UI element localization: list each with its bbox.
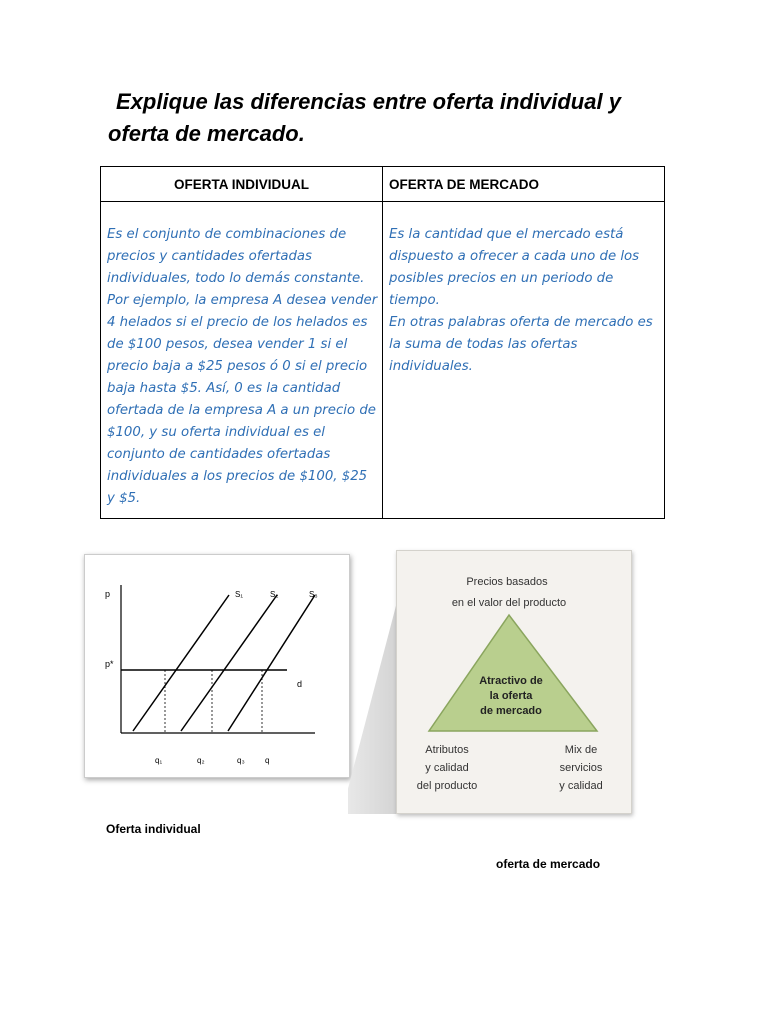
caption-oferta-individual: Oferta individual bbox=[106, 822, 201, 836]
demand-label: d bbox=[297, 679, 303, 689]
supply-curve-3 bbox=[228, 595, 315, 731]
definition-mercado: Es la cantidad que el mercado está dispuesto a ofrecer a cada uno de los posibles precios en un periodo de tiempo. En otras palabras oferta de mercado es la suma de todas las ofertas individuales. bbox=[389, 227, 653, 374]
curve-label-2: S₂ bbox=[270, 590, 279, 599]
table-header-row bbox=[101, 167, 665, 202]
curve-label-1: S₁ bbox=[235, 590, 244, 599]
pyramid-top-label-2: en el valor del producto bbox=[451, 597, 567, 609]
supply-curve-1 bbox=[133, 595, 229, 731]
quantity-label-1: q₁ bbox=[155, 756, 163, 765]
pyramid-center-2: la oferta bbox=[489, 690, 533, 702]
header-oferta-mercado: OFERTA DE MERCADO bbox=[383, 167, 665, 202]
pyramid-right-2: servicios bbox=[559, 762, 603, 774]
pyramid-center-1: Atractivo de bbox=[479, 675, 543, 687]
x-axis-label: q bbox=[265, 756, 270, 765]
pyramid-left-3: del producto bbox=[416, 780, 478, 792]
page-title bbox=[108, 86, 708, 150]
price-label: p* bbox=[105, 659, 114, 669]
quantity-label-3: q₃ bbox=[237, 756, 245, 765]
pyramid-right-1: Mix de bbox=[564, 744, 598, 756]
pyramid-left-1: Atributos bbox=[425, 744, 469, 756]
market-offer-pyramid bbox=[396, 550, 632, 814]
definition-individual: Es el conjunto de combinaciones de precios y cantidades ofertadas individuales, todo lo demás constante. Por ejemplo, la empresa A desea vender 4 helados si el precio de los helados es de $100 pesos, desea vender 1 si el precio baja a $25 pesos ó 0 si el precio baja hasta $5. Así, 0 es la cantidad ofertada de la empresa A a un precio de $100, y su oferta individual es el conjunto de cantidades ofertadas individuales a los precios de $100, $25 y $5. bbox=[107, 227, 378, 506]
title-line-2: oferta de mercado. bbox=[108, 121, 305, 146]
pyramid-top-label-1: Precios basados bbox=[466, 576, 548, 588]
supply-curve-2 bbox=[181, 595, 277, 731]
quantity-label-2: q₂ bbox=[197, 756, 205, 765]
cell-oferta-individual bbox=[101, 202, 383, 519]
pyramid-left-2: y calidad bbox=[425, 762, 469, 774]
pyramid-center-3: de mercado bbox=[480, 705, 542, 717]
header-oferta-individual: OFERTA INDIVIDUAL bbox=[101, 167, 383, 202]
cell-oferta-mercado bbox=[383, 202, 665, 519]
y-axis-label: p bbox=[105, 589, 111, 599]
supply-chart bbox=[84, 554, 350, 778]
curve-label-3: S₃ bbox=[309, 590, 318, 599]
title-line-1: Explique las diferencias entre oferta individual y bbox=[116, 89, 621, 114]
comparison-table bbox=[100, 166, 665, 519]
supply-chart-svg bbox=[85, 555, 349, 777]
table-row bbox=[101, 202, 665, 519]
caption-oferta-mercado: oferta de mercado bbox=[496, 857, 601, 871]
pyramid-svg bbox=[397, 551, 631, 813]
pyramid-right-3: y calidad bbox=[559, 780, 603, 792]
